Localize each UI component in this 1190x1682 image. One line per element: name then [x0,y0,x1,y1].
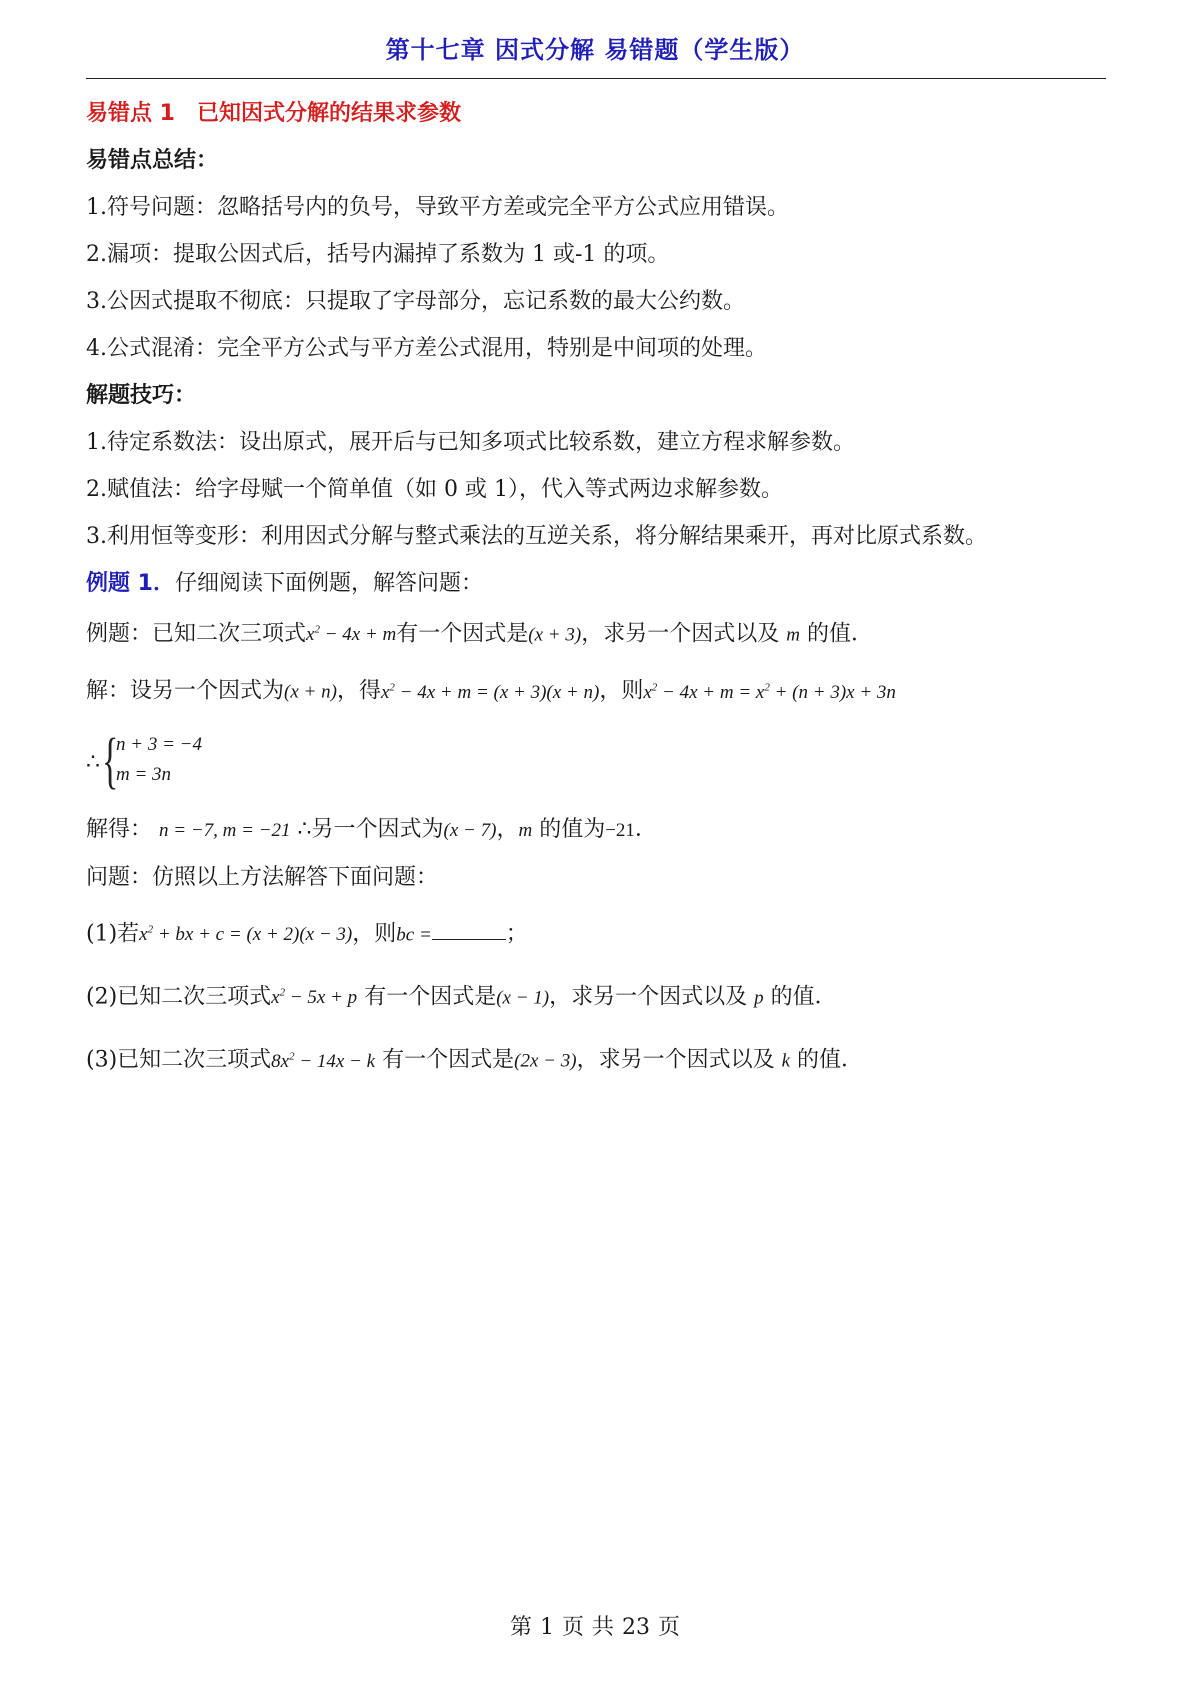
question-text: 有一个因式是 [364,984,497,1010]
question-label: (3)已知二次三项式 [86,1047,272,1073]
question-text: ，求另一个因式以及 [549,984,748,1010]
math-variable: p [754,987,764,1009]
system-equation: n + 3 = −4 [116,733,202,755]
example-statement [86,607,1106,658]
answer-blank[interactable] [432,919,506,940]
question-intro: 问题：仿照以上方法解答下面问题： [86,864,439,890]
math-polynomial: $x^2 - 4x + m$ [306,624,397,646]
example-intro: 仔细阅读下面例题，解答问题： [174,571,483,596]
system-equation: m = 3n [116,763,172,785]
summary-item: 3.公因式提取不彻底：只提取了字母部分，忘记系数的最大公约数。 [86,289,745,314]
statement-suffix: 的值． [806,621,873,647]
math-equation: $x^2$ + bx + c = (x + 2)(x − 3) [139,923,353,945]
math-factor: (2x − 3) [514,1050,577,1072]
statement-prefix: 例题：已知二次三项式 [86,621,307,647]
question-text: 的值． [797,1047,864,1073]
question-1 [86,901,1106,964]
math-factor: (x − 1) [496,987,550,1009]
question-label: (1)若 [86,920,140,946]
math-value: −21 [605,819,635,841]
page-total: 23 [622,1615,651,1640]
result-text: ∴另一个因式为 [297,816,444,842]
math-variable: m [786,624,800,646]
result-text: ， [496,816,519,842]
footer-text: 第 [509,1615,532,1640]
math-polynomial: $8x^2 - 14x - k$ [271,1050,376,1072]
math-polynomial: $x^2 - 5x + p$ [271,986,358,1009]
header-rule [86,78,1106,79]
statement-suffix: ，求另一个因式以及 [581,621,780,647]
solution-text: ，则 [599,678,644,704]
summary-item: 1.符号问题：忽略括号内的负号，导致平方差或完全平方公式应用错误。 [86,195,789,220]
footer-text: 页 [561,1615,584,1640]
math-factor: (x − 7) [443,819,497,841]
result-prefix: 解得： [86,816,153,842]
result-text: 的值为 [539,816,606,842]
equation-system [86,726,1106,804]
page-footer [0,1610,1190,1641]
left-brace: { [102,726,119,795]
math-equation: $x^2 - 4x + m = x^2 + (n + 3)x + 3n$ [643,681,896,703]
solution-prefix: 解：设另一个因式为 [86,678,285,704]
summary-title: 易错点总结： [86,148,219,173]
question-label: (2)已知二次三项式 [86,984,272,1010]
page-title: 第十七章 因式分解 易错题（学生版） [385,36,805,64]
example-result [86,806,1106,854]
example-intro-line [86,560,1106,607]
math-equation: $x^2 - 4x + m = (x + 3)(x + n)$ [380,681,600,703]
question-text: 的值． [770,984,837,1010]
summary-item: 2.漏项：提取公因式后，括号内漏掉了系数为 1 或-1 的项。 [86,242,670,267]
math-variable: k [781,1050,791,1072]
tip-item: 2.赋值法：给字母赋一个简单值（如 0 或 1），代入等式两边求解参数。 [86,477,783,502]
therefore-symbol: ∴ [86,749,100,775]
math-variable: m [518,819,533,841]
math-values: n = −7, m = −21 [159,819,291,841]
summary-item: 4.公式混淆：完全平方公式与平方差公式混用，特别是中间项的处理。 [86,336,767,361]
page-number: 1 [539,1615,554,1640]
question-text: ； [505,920,528,946]
question-3 [86,1027,1106,1090]
solution-text: ，得 [336,678,381,704]
footer-text: 共 [592,1615,615,1640]
tip-item: 3.利用恒等变形：利用因式分解与整式乘法的互逆关系，将分解结果乘开，再对比原式系数。 [86,524,987,549]
tip-item: 1.待定系数法：设出原式，展开后与已知多项式比较系数，建立方程求解参数。 [86,430,855,455]
result-text: ． [634,816,657,842]
math-factor: (x + n) [284,681,337,703]
question-text: 有一个因式是 [382,1047,515,1073]
math-expression: bc = [396,923,432,945]
tips-title: 解题技巧： [86,383,197,408]
math-factor: (x + 3) [528,624,582,646]
question-text: ，求另一个因式以及 [576,1047,775,1073]
footer-text: 页 [658,1615,681,1640]
question-text: ，则 [352,920,397,946]
section-heading: 易错点 1 已知因式分解的结果求参数 [86,101,461,126]
statement-mid: 有一个因式是 [396,621,529,647]
question-2 [86,964,1106,1027]
page-content [86,90,1106,1091]
example-solution [86,658,1106,721]
example-label: 例题 1． [86,571,175,596]
